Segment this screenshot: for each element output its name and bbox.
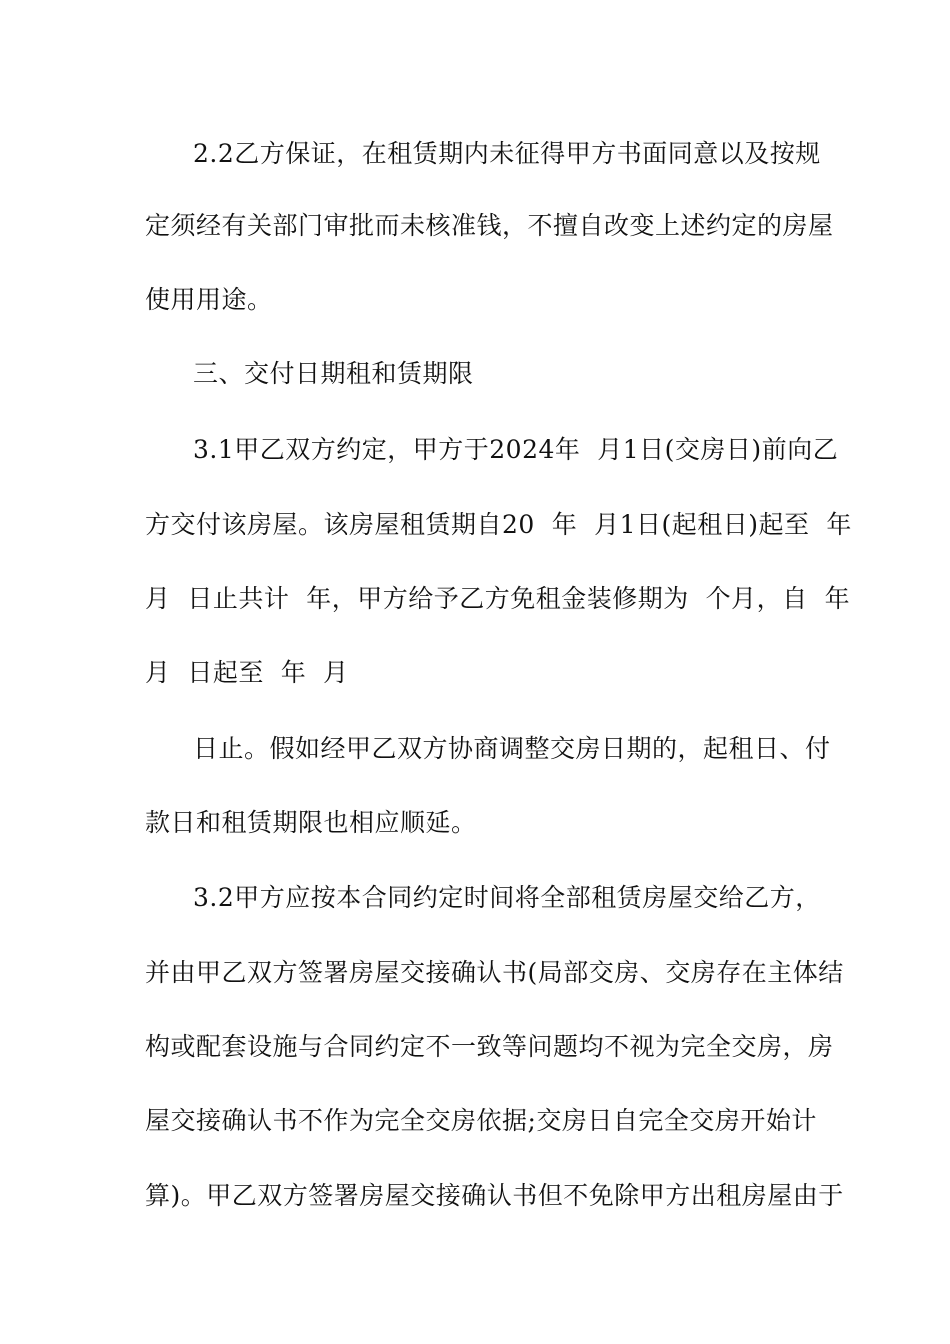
paragraph-line: 款日和租赁期限也相应顺延。: [145, 808, 477, 837]
section-heading: 三、交付日期租和赁期限: [193, 359, 474, 388]
paragraph-line: 3.1甲乙双方约定，甲方于2024年 月1日(交房日)前向乙: [193, 435, 839, 464]
paragraph-line: 并由甲乙双方签署房屋交接确认书(局部交房、交房存在主体结: [145, 958, 844, 987]
paragraph-line: 屋交接确认书不作为完全交房依据;交房日自完全交房开始计: [145, 1106, 817, 1135]
paragraph-line: 使用用途。: [145, 285, 273, 314]
paragraph-line: 月 日止共计 年，甲方给予乙方免租金装修期为 个月，自 年: [145, 584, 851, 613]
paragraph-line: 日止。假如经甲乙双方协商调整交房日期的，起租日、付: [193, 734, 831, 763]
paragraph-line: 定须经有关部门审批而未核准钱，不擅自改变上述约定的房屋: [145, 211, 834, 240]
paragraph-line: 3.2甲方应按本合同约定时间将全部租赁房屋交给乙方，: [193, 883, 821, 912]
paragraph-line: 2.2乙方保证，在租赁期内未征得甲方书面同意以及按规: [193, 139, 821, 168]
paragraph-line: 算)。甲乙双方签署房屋交接确认书但不免除甲方出租房屋由于: [145, 1181, 844, 1210]
paragraph-line: 构或配套设施与合同约定不一致等问题均不视为完全交房，房: [145, 1032, 834, 1061]
paragraph-line: 方交付该房屋。该房屋租赁期自20 年 月1日(起租日)起至 年: [145, 510, 852, 539]
paragraph-line: 月 日起至 年 月: [145, 658, 349, 687]
